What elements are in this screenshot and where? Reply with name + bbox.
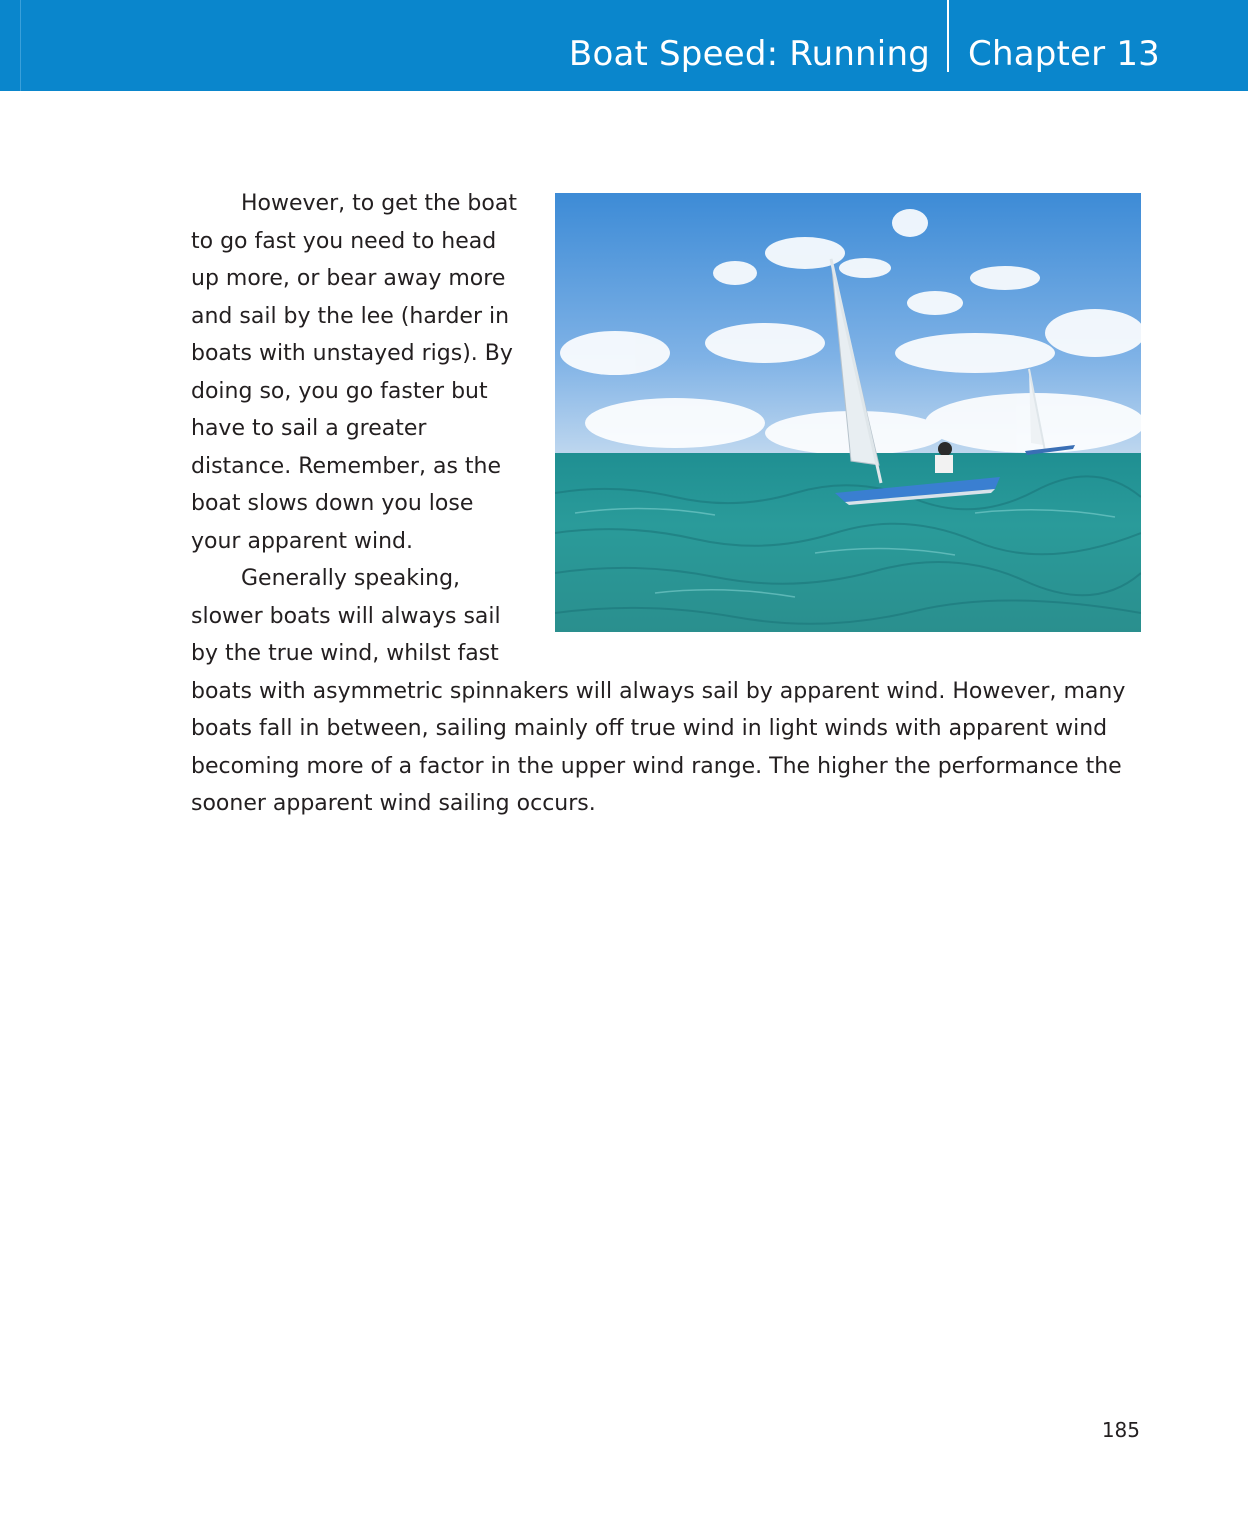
paragraph-2: Generally speaking, slower boats will always sail by the true wind, whilst fast boats with asymmetric spinnakers will always sail by apparent wind. However, many boats fall in between, sailing mainly off true wind in light winds with apparent wind becoming more of a factor in the upper wind range. The higher the performance the sooner apparent wind sailing occurs. xyxy=(191,566,1126,816)
paragraph-1: However, to get the boat to go fast you need to head up more, or bear away more and sail by the lee (harder in boats with unstayed rigs). By doing so, you go faster but have to sail a greater distance. Remember, as the boat slows down you lose your apparent wind. xyxy=(191,191,517,554)
chapter-label: Chapter 13 xyxy=(968,34,1161,74)
header-divider xyxy=(947,0,949,72)
header-edge-line xyxy=(20,0,21,91)
section-title: Boat Speed: Running xyxy=(568,34,930,74)
page-number: 185 xyxy=(1101,1418,1140,1442)
body-text xyxy=(191,185,1141,823)
sailing-dinghy-photo xyxy=(555,193,1141,632)
